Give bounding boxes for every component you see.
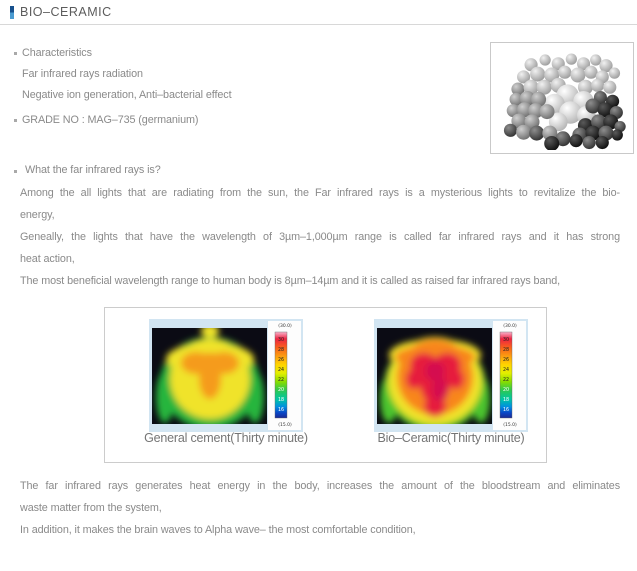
infrared-line: Among the all lights that are radiating from the sun, the Far infrared rays is a mysterious lights to revitalize the bio-: [20, 187, 620, 199]
svg-text:28: 28: [277, 348, 285, 353]
page-title: BIO–CERAMIC: [20, 5, 112, 19]
characteristics-line: Negative ion generation, Anti–bacterial effect: [22, 89, 232, 101]
svg-text:16: 16: [502, 408, 510, 413]
bullet-icon: [14, 170, 17, 173]
ceramic-balls-photo: [490, 42, 634, 154]
grade-no-line: GRADE NO : MAG–735 (germanium): [22, 114, 199, 126]
svg-text:30: 30: [502, 338, 510, 343]
characteristics-heading: Characteristics: [22, 47, 92, 59]
caption-bio-ceramic: Bio–Ceramic(Thirty minute): [377, 431, 525, 445]
infrared-line: energy,: [20, 209, 55, 221]
svg-text:(30.0): (30.0): [278, 324, 292, 329]
header-divider: [0, 24, 637, 25]
svg-text:30: 30: [277, 338, 285, 343]
infrared-heading: What the far infrared rays is?: [25, 164, 161, 176]
svg-text:22: 22: [502, 378, 510, 383]
svg-text:18: 18: [277, 398, 285, 403]
effects-line: waste matter from the system,: [20, 502, 162, 514]
svg-text:22: 22: [277, 378, 285, 383]
thermal-image-bio-ceramic: [374, 319, 528, 432]
svg-text:(15.0): (15.0): [503, 423, 517, 428]
svg-text:(30.0): (30.0): [503, 324, 517, 329]
characteristics-line: Far infrared rays radiation: [22, 68, 143, 80]
svg-text:20: 20: [277, 388, 285, 393]
infrared-line: Geneally, the lights that have the wavelength of 3µm–1,000µm range is called far infrared rays and it has strong: [20, 231, 620, 243]
svg-text:20: 20: [502, 388, 510, 393]
infrared-line: heat action,: [20, 253, 75, 265]
svg-text:16: 16: [277, 408, 285, 413]
svg-text:28: 28: [502, 348, 510, 353]
ceramic-balls-image: [494, 46, 630, 150]
bullet-icon: [14, 119, 17, 122]
bullet-icon: [14, 52, 17, 55]
title-accent-bar-icon: [10, 6, 14, 19]
effects-line: The far infrared rays generates heat energy in the body, increases the amount of the bloodstream and eliminates: [20, 480, 620, 492]
svg-text:18: 18: [502, 398, 510, 403]
svg-text:(15.0): (15.0): [278, 423, 292, 428]
svg-text:26: 26: [502, 358, 510, 363]
thermal-image-general-cement: [149, 319, 303, 432]
svg-text:24: 24: [277, 368, 285, 373]
effects-line: In addition, it makes the brain waves to Alpha wave– the most comfortable condition,: [20, 524, 416, 536]
svg-text:26: 26: [277, 358, 285, 363]
infrared-line: The most beneficial wavelength range to human body is 8µm–14µm and it is called as raised far infrared rays band,: [20, 275, 561, 287]
svg-text:24: 24: [502, 368, 510, 373]
thermal-comparison-panel: [104, 307, 547, 463]
caption-general-cement: General cement(Thirty minute): [144, 431, 308, 445]
